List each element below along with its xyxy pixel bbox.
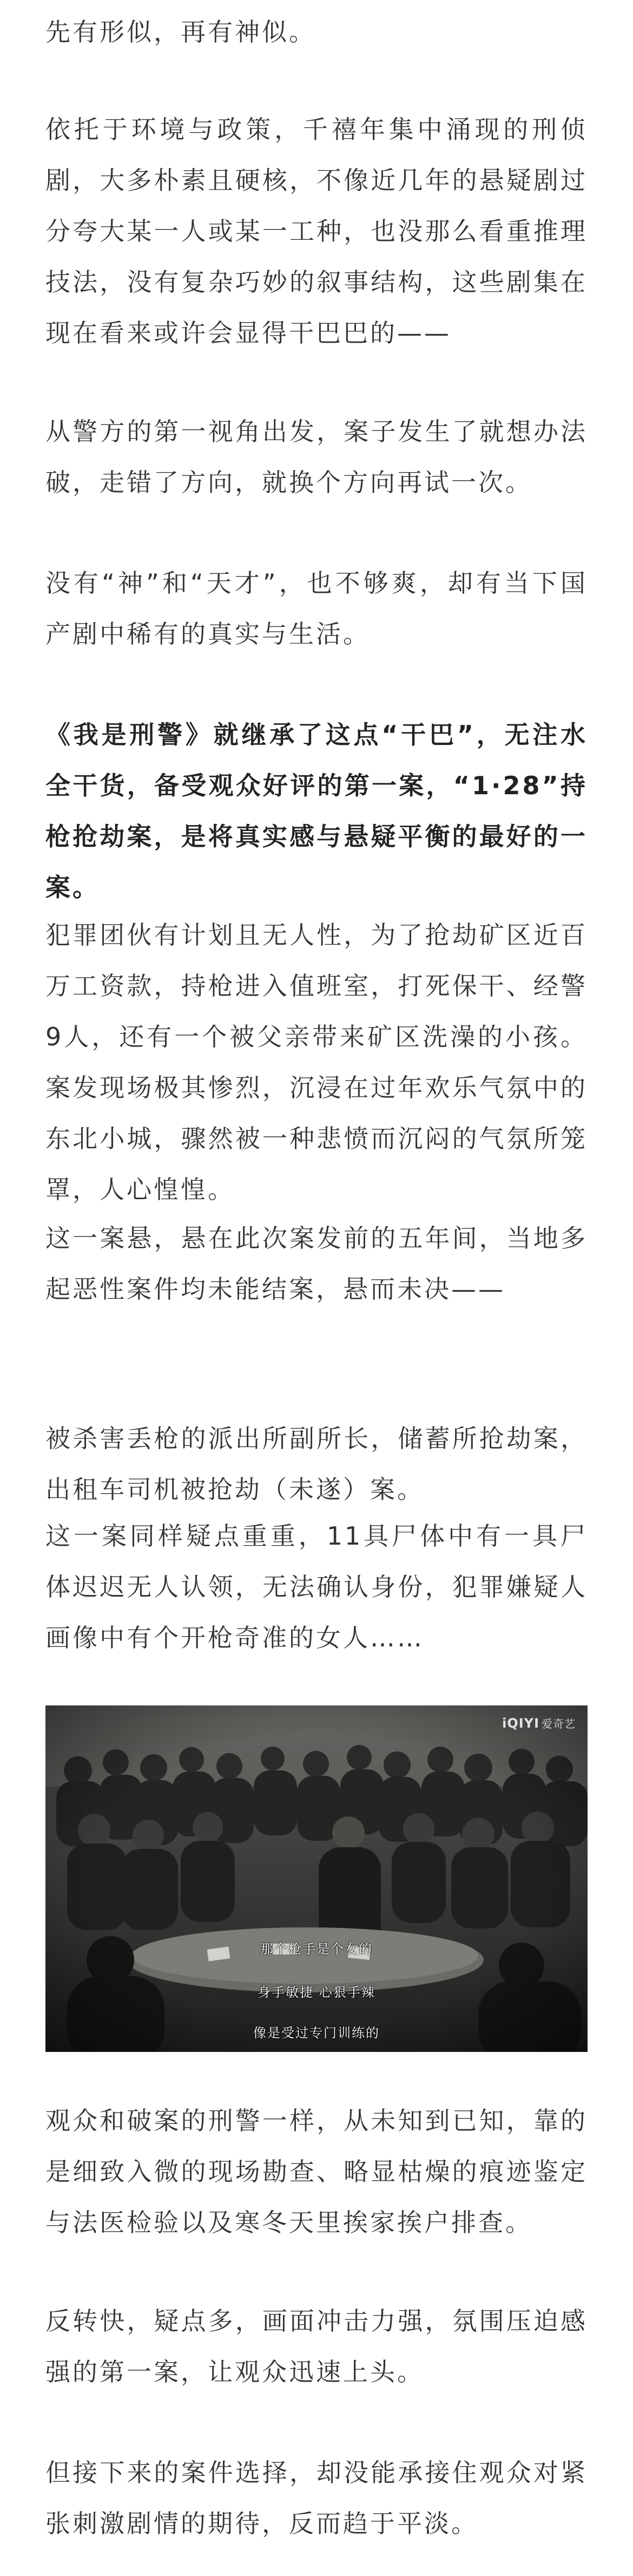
paragraph-crime-gang: 犯罪团伙有计划且无人性，为了抢劫矿区近百万工资款，持枪进入值班室，打死保干、经警9人，还有一个被父亲带来矿区洗澡的小孩。案发现场极其惨烈，沉浸在过年欢乐气氛中的东北小城，骤然被一种悲愤而沉闷的气氛所笼罩，人心惶惶。	[45, 920, 588, 1204]
watermark-cn: 爱奇艺	[542, 1717, 576, 1730]
paragraph-investigation: 观众和破案的刑警一样，从未知到已知，靠的是细致入微的现场勘查、略显枯燥的痕迹鉴定与法医检验以及寒冬天里挨家挨户排查。	[45, 2106, 588, 2237]
subtitle-line-1: 那个枪手是个女的	[260, 1941, 373, 1957]
paragraph-suspicions: 这一案同样疑点重重，11具尸体中有一具尸体迟迟无人认领，无法确认身份，犯罪嫌疑人画像中有个开枪奇准的女人……	[45, 1521, 588, 1652]
subtitle-line-2: 身手敏捷 心狠手辣	[258, 1985, 375, 2000]
paragraph-highlight: 《我是刑警》就继承了这点“干巴”，无注水全干货，备受观众好评的第一案，“1·28”持枪抢劫案，是将真实感与悬疑平衡的最好的一案。	[45, 720, 588, 902]
tv-still-image	[45, 1705, 588, 2052]
paragraph-no-genius: 没有“神”和“天才”，也不够爽，却有当下国产剧中稀有的真实与生活。	[45, 568, 588, 649]
watermark-logo: iQIYI	[502, 1716, 539, 1731]
paragraph-millennium-dramas: 依托于环境与政策，千禧年集中涌现的刑侦剧，大多朴素且硬核，不像近几年的悬疑剧过分夸大某一人或某一工种，也没那么看重推理技法，没有复杂巧妙的叙事结构，这些剧集在现在看来或许会显得干巴巴的——	[45, 115, 588, 348]
paragraph-police-perspective: 从警方的第一视角出发，案子发生了就想办法破，走错了方向，就换个方向再试一次。	[45, 417, 588, 497]
iqiyi-watermark	[502, 1715, 576, 1731]
paragraph-related-cases: 被杀害丢枪的派出所副所长，储蓄所抢劫案，出租车司机被抢劫（未遂）案。	[45, 1424, 588, 1504]
paragraph-first-case-appeal: 反转快，疑点多，画面冲击力强，氛围压迫感强的第一案，让观众迅速上头。	[45, 2306, 588, 2387]
subtitle-line-3: 像是受过专门训练的	[253, 2025, 380, 2041]
paragraph-intro: 先有形似，再有神似。	[45, 17, 316, 47]
paragraph-unsolved: 这一案悬，悬在此次案发前的五年间，当地多起恶性案件均未能结案，悬而未决——	[45, 1224, 588, 1304]
paragraph-later-cases: 但接下来的案件选择，却没能承接住观众对紧张刺激剧情的期待，反而趋于平淡。	[45, 2458, 588, 2538]
